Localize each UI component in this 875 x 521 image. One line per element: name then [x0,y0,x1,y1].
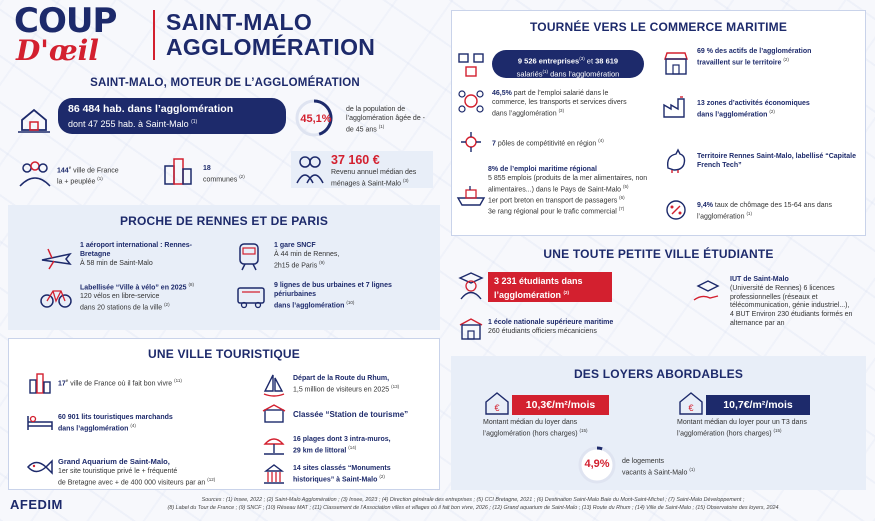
young-text: de la population de l’agglomération âgée de - de 45 ans [346,106,425,133]
chomage-ref: (1) [746,210,752,216]
etudiante-title: UNE TOUTE PETITE VILLE ÉTUDIANTE [543,247,774,261]
couple-icon [295,153,325,185]
plages-bold1: 16 plages dont 3 intra-muros, [293,436,391,443]
loyers-title: DES LOYERS ABORDABLES [573,367,744,381]
iut-block [730,276,855,329]
mar-bold: 8% de l’emploi maritime régional [488,166,597,173]
page-title [166,10,375,60]
graduation-hand-icon [692,278,722,306]
rank-block [57,165,147,187]
rent2-text: Montant médian du loyer pour un T3 dans l’agglomération (hors charges) [677,419,807,438]
sites-bold1: 14 sites classés “Monuments [293,465,391,472]
rent1-text-block [483,419,613,439]
sites-bold2: historiques” à Saint-Malo [293,476,378,484]
iut-text: (Université de Rennes) 6 licences professionnelles (réseaux et télécommunication, génie industriel...), 4 BUT Environ 230 étudiants formés en alternance par an [730,284,853,327]
population-ref: (1) [191,119,198,125]
airport-bold: 1 aéroport international : Rennes-Bretagne [80,242,193,258]
plages-bold2: 29 km de littoral [293,447,347,455]
students-box [488,272,612,302]
vacancy-arc [597,448,602,449]
rent1-text: Montant médian du loyer dans l’agglomération (hors charges) [483,419,578,438]
students-line2: l’agglomération [494,290,562,300]
cargo-ship-icon [456,183,486,209]
young-ref: (1) [378,123,385,129]
plages-ref: (14) [348,444,357,450]
velo-ref2: (2) [164,301,170,307]
bicycle-icon [40,287,72,309]
income-text-block [331,169,433,189]
entreprises-line2b: dans l’agglomération [548,69,620,78]
aquarium-ref: (12) [207,476,216,482]
vacancy-text-block [622,458,722,478]
mar-text3: 3e rang régional pour le trafic commercial [488,207,617,215]
rent2-ref: (15) [773,427,782,433]
rank-num: 144 [57,167,69,175]
sncf-ref: (9) [319,259,325,265]
income-text: Revenu annuel médian des ménages à Saint-Malo [331,169,417,188]
velo-text2: dans 20 stations de la ville [80,304,163,312]
poles-block [492,138,642,149]
mar-text1: 5 855 emplois (produits de la mer alimentaires, non alimentaires...) dans le Pays de Saint-Malo [488,174,648,193]
communes-num: 18 [203,165,211,172]
house-euro-icon-2 [677,390,705,416]
tech-bold: Territoire Rennes Saint-Malo, labellisé “Capitale French Tech” [697,153,856,169]
students-line1: 3 231 étudiants dans [494,276,583,286]
entreprises-line2a: salariés [516,69,543,78]
logo-line1: COUP [14,1,117,41]
city-icon [28,372,52,394]
population-line1: 86 484 hab. dans l’agglomération [68,103,234,115]
aquarium-text1: 1er site touristique privé le + fréquenté [58,467,178,475]
iut-bold: IUT de Saint-Malo [730,276,789,283]
station-text: Classée “Station de tourisme” [293,410,409,419]
tour-rank-sup: e [65,378,69,383]
sncf-block [274,242,384,271]
velo-text1: 120 vélos en libre-service [80,293,160,301]
tech-block [697,153,857,171]
monument-icon [262,463,286,485]
aquarium-text2: de Bretagne avec + de 400 000 visiteurs par an [58,478,206,486]
velo-block [80,282,225,313]
chomage-bold: 9,4% [697,202,713,209]
zones-ref: (2) [769,108,775,114]
rhum-ref: (13) [391,383,400,389]
airplane-icon [40,246,72,272]
entreprises-ref2: (1) [542,68,549,74]
plages-block [293,436,433,456]
logo-coup-doeil [14,1,149,70]
actifs-block [697,48,822,68]
bus-icon [236,285,266,309]
moteur-title: SAINT-MALO, MOTEUR DE L’AGGLOMÉRATION [90,77,360,89]
bus-text: dans l’agglomération [274,301,345,309]
rennes-title: PROCHE DE RENNES ET DE PARIS [119,214,329,228]
actifs-ref: (2) [783,56,789,62]
poles-text: pôles de compétitivité en région [495,140,597,148]
bus-block [274,282,414,311]
shop-icon [662,50,690,76]
zones-block [697,100,817,120]
rhum-block [293,375,433,395]
emploi-text: part de l’emploi salarié dans le commerce, les transports et services divers dans l’agglomération [492,90,627,117]
rank-ref: (1) [97,176,103,182]
industry-zone-icon [662,95,690,119]
vacancy-text1: de logements [622,458,665,465]
mar-ref1: (5) [623,183,629,189]
sites-ref: (2) [379,473,385,479]
population-pill [58,98,286,134]
footer-sources [78,496,868,512]
maritime-title: TOURNÉE VERS LE COMMERCE MARITIME [529,20,788,34]
velo-bold: Labellisée “Ville à vélo” en 2025 [80,284,187,292]
tour-rank-ref: (11) [174,378,182,383]
lits-text: dans l’agglomération [58,425,129,433]
bed-icon [26,412,54,432]
communes-text: communes [203,176,238,184]
income-ref: (3) [403,177,409,183]
tour-rank-num: 17 [58,380,66,388]
ecole-text: 260 étudiants officiers mécaniciens [488,327,597,335]
entreprises-ref1: (3) [579,56,585,61]
zones-bold: 13 zones d’activités économiques dans l’agglomération [697,100,810,119]
student-icon [456,270,486,300]
sncf-text1: À 44 min de Rennes, [274,250,340,258]
velo-ref: (8) [188,282,194,287]
actifs-bold: 69 % des actifs de l’agglomération travaillent sur le territoire [697,48,812,67]
rhum-text: 1,5 million de visiteurs en 2025 [293,386,390,394]
page-title-line1: SAINT-MALO [166,9,313,35]
sites-block [293,465,433,485]
vacancy-value: 4,9% [584,458,610,470]
young-text-block [346,106,428,135]
rank-text2: la + peuplée [57,178,96,186]
logo-line2: D'œil [16,34,99,67]
emploi-ref: (3) [558,107,565,113]
entreprises-pill2: 38 619 [595,56,619,66]
sailboat-icon [262,373,286,397]
beach-umbrella-icon [262,434,286,456]
rhum-bold: Départ de la Route du Rhum, [293,375,390,382]
aquarium-block [58,457,258,488]
population-line2: dont 47 255 hab. à Saint-Malo [68,119,189,129]
business-network-icon [456,50,486,78]
house-hand-icon [16,104,52,134]
people-group-icon [18,160,52,188]
mar-text2: 1er port breton en transport de passagers [488,196,618,204]
rent1-ref: (15) [579,427,588,433]
income-value: 37 160 € [331,153,380,167]
ecole-bold: 1 école nationale supérieure maritime [488,319,614,326]
train-icon [236,242,262,272]
rent2-box: 10,7€/m²/mois [706,395,810,415]
airport-text: À 58 min de Saint-Malo [80,259,153,267]
ecole-block [488,319,658,337]
lits-ref: (4) [130,422,136,428]
coin-exchange-icon [458,88,484,114]
lits-bold: 60 901 lits touristiques marchands [58,414,173,421]
students-ref: (2) [563,290,570,295]
sncf-bold: 1 gare SNCF [274,242,316,249]
emploi-bold: 46,5% [492,90,512,97]
house-euro-icon-1 [483,390,511,416]
mar-ref3: (7) [618,205,625,211]
communes-ref: (2) [239,173,245,179]
rank-sup: e [68,165,72,170]
bus-ref: (10) [346,299,355,305]
entreprises-and: et [584,56,596,66]
rent1-box: 10,3€/m²/mois [512,395,609,415]
header-divider [153,10,155,60]
page-title-line2: AGGLOMÉRATION [166,34,376,60]
rooster-icon [662,148,690,174]
chomage-text: taux de chômage des 15-64 ans dans l’agglomération [697,202,833,221]
tour-rank-text: ville de France où il fait bon vivre [68,380,173,388]
rank-text1: ville de France [71,167,119,175]
emploi-block [492,90,642,119]
entreprises-pill1: 9 526 entreprises [517,56,580,66]
vacancy-text2: vacants à Saint-Malo [622,469,688,477]
fish-icon [26,458,54,476]
poles-bold: 7 [492,140,496,148]
young-pct-value: 45,1% [300,113,332,125]
vacancy-ref: (1) [689,466,695,472]
communes-block [203,165,283,185]
entreprises-pill [492,50,644,78]
tour-rank-block [58,378,238,389]
footer-sources-line2: (8) Label du Tour de France ; (9) SNCF ; (10) Réseau MAT ; (11) Classement de l’Association villes et villages où il fait bon vivre, 2026 ; (12) Grand aquarium de Saint-Malo ; (13) Route du Rhum ; (14) Ville de Saint-Malo ; (15) Observatoire des loyers, 2024 [167,505,779,511]
svg-text:€: € [688,403,694,413]
competitiveness-icon [458,130,484,154]
sncf-text2: 2h15 de Paris [274,261,318,269]
buildings-icon [162,156,194,186]
percent-chart-icon [663,198,689,222]
airport-block [80,242,195,268]
station-icon [262,404,286,424]
mar-ref2: (6) [619,194,625,200]
footer-sources-line1: Sources : (1) Insee, 2022 ; (2) Saint-Malo Agglomération ; (3) Insee, 2023 ; (4) Direction générale des entreprises ; (5) CCI Bretagne, 2021 ; (6) Destination Saint-Malo Baie du Mont-Saint-Michel ; (7) Saint-Malo Développement ; [201,497,745,503]
svg-text:€: € [494,403,500,413]
rent2-text-block [677,419,817,439]
touristique-title: UNE VILLE TOURISTIQUE [148,347,300,361]
footer-brand: AFEDIM [10,497,63,512]
aquarium-bold: Grand Aquarium de Saint-Malo, [58,457,170,466]
lits-block [58,414,228,434]
chomage-block [697,202,857,222]
school-icon [458,317,484,341]
poles-ref: (4) [598,138,604,143]
bus-bold: 9 lignes de bus urbaines et 7 lignes périurbaines [274,282,392,298]
maritime-emploi-block [488,166,648,217]
